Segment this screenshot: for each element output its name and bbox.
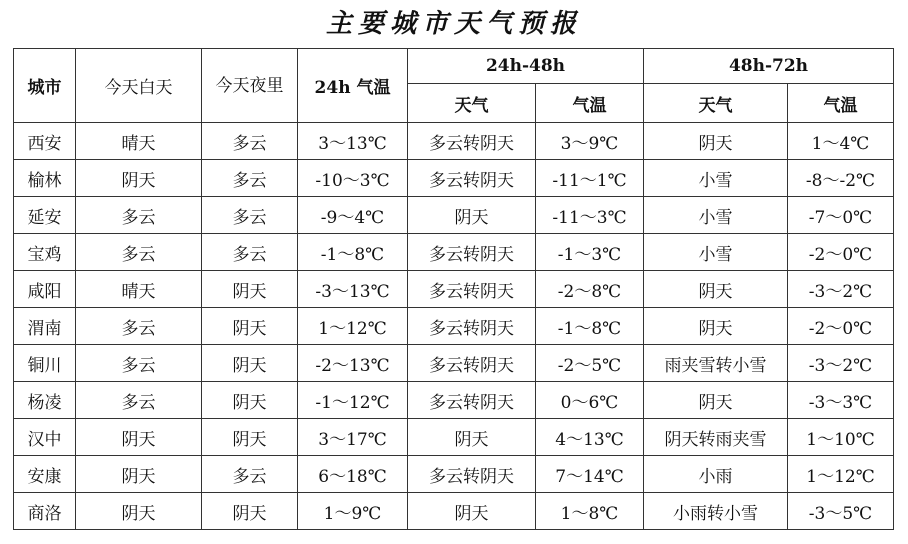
temp-24-48: -1～8℃ — [536, 308, 644, 345]
header-weather-48: 天气 — [408, 84, 536, 123]
today-night-weather: 阴天 — [202, 308, 298, 345]
table-row — [14, 308, 894, 345]
city-name: 渭南 — [14, 308, 76, 345]
today-night-weather: 阴天 — [202, 493, 298, 530]
city-name: 汉中 — [14, 419, 76, 456]
weather-24-48: 多云转阴天 — [408, 160, 536, 197]
header-group-24-48: 24h-48h — [408, 49, 644, 84]
header-row-top — [14, 49, 894, 84]
temp-48-72: 1～10℃ — [788, 419, 894, 456]
today-night-weather: 多云 — [202, 197, 298, 234]
city-name: 咸阳 — [14, 271, 76, 308]
today-night-weather: 阴天 — [202, 345, 298, 382]
weather-24-48: 阴天 — [408, 419, 536, 456]
today-night-weather: 多云 — [202, 160, 298, 197]
temp-24-48: 1～8℃ — [536, 493, 644, 530]
today-night-weather: 阴天 — [202, 382, 298, 419]
header-group-48-72: 48h-72h — [644, 49, 894, 84]
weather-24-48: 多云转阴天 — [408, 123, 536, 160]
city-name: 榆林 — [14, 160, 76, 197]
temp-24-48: -2～5℃ — [536, 345, 644, 382]
header-temp-24h: 24h 气温 — [298, 49, 408, 123]
today-day-weather: 多云 — [76, 382, 202, 419]
weather-24-48: 阴天 — [408, 197, 536, 234]
temp-24h: 1～12℃ — [298, 308, 408, 345]
header-today-night: 今天夜里 — [202, 49, 298, 123]
weather-24-48: 多云转阴天 — [408, 382, 536, 419]
weather-24-48: 多云转阴天 — [408, 345, 536, 382]
temp-24h: -1～8℃ — [298, 234, 408, 271]
table-row — [14, 345, 894, 382]
temp-24-48: -11～3℃ — [536, 197, 644, 234]
today-day-weather: 晴天 — [76, 271, 202, 308]
temp-24h: -1～12℃ — [298, 382, 408, 419]
temp-24h: 6～18℃ — [298, 456, 408, 493]
table-row — [14, 456, 894, 493]
table-row — [14, 271, 894, 308]
city-name: 杨凌 — [14, 382, 76, 419]
weather-24-48: 多云转阴天 — [408, 234, 536, 271]
temp-48-72: 1～4℃ — [788, 123, 894, 160]
weather-48-72: 小雨转小雪 — [644, 493, 788, 530]
today-night-weather: 多云 — [202, 456, 298, 493]
header-city: 城市 — [14, 49, 76, 123]
weather-48-72: 雨夹雪转小雪 — [644, 345, 788, 382]
today-night-weather: 多云 — [202, 123, 298, 160]
weather-24-48: 多云转阴天 — [408, 456, 536, 493]
city-name: 西安 — [14, 123, 76, 160]
weather-48-72: 小雪 — [644, 234, 788, 271]
weather-48-72: 小雪 — [644, 197, 788, 234]
temp-24h: -3～13℃ — [298, 271, 408, 308]
city-name: 铜川 — [14, 345, 76, 382]
temp-48-72: -7～0℃ — [788, 197, 894, 234]
today-day-weather: 阴天 — [76, 419, 202, 456]
temp-48-72: -3～3℃ — [788, 382, 894, 419]
temp-24h: 3～13℃ — [298, 123, 408, 160]
weather-24-48: 多云转阴天 — [408, 271, 536, 308]
city-name: 延安 — [14, 197, 76, 234]
temp-24-48: -11～1℃ — [536, 160, 644, 197]
temp-24-48: -1～3℃ — [536, 234, 644, 271]
today-day-weather: 多云 — [76, 197, 202, 234]
weather-48-72: 阴天 — [644, 123, 788, 160]
temp-48-72: 1～12℃ — [788, 456, 894, 493]
temp-48-72: -3～5℃ — [788, 493, 894, 530]
weather-48-72: 阴天 — [644, 308, 788, 345]
page-title: 主要城市天气预报 — [325, 9, 582, 39]
today-day-weather: 阴天 — [76, 456, 202, 493]
today-day-weather: 晴天 — [76, 123, 202, 160]
today-day-weather: 阴天 — [76, 493, 202, 530]
today-night-weather: 阴天 — [202, 271, 298, 308]
temp-48-72: -2～0℃ — [788, 308, 894, 345]
today-night-weather: 多云 — [202, 234, 298, 271]
weather-48-72: 小雨 — [644, 456, 788, 493]
table-row — [14, 382, 894, 419]
temp-48-72: -3～2℃ — [788, 271, 894, 308]
today-day-weather: 多云 — [76, 345, 202, 382]
temp-24-48: -2～8℃ — [536, 271, 644, 308]
header-temp-72: 气温 — [788, 84, 894, 123]
temp-24-48: 7～14℃ — [536, 456, 644, 493]
temp-48-72: -2～0℃ — [788, 234, 894, 271]
temp-24-48: 0～6℃ — [536, 382, 644, 419]
today-day-weather: 多云 — [76, 234, 202, 271]
header-temp-48: 气温 — [536, 84, 644, 123]
city-name: 商洛 — [14, 493, 76, 530]
temp-24-48: 4～13℃ — [536, 419, 644, 456]
table-row — [14, 419, 894, 456]
temp-24h: -9～4℃ — [298, 197, 408, 234]
header-today-day: 今天白天 — [76, 49, 202, 123]
temp-24h: -10～3℃ — [298, 160, 408, 197]
temp-24h: 1～9℃ — [298, 493, 408, 530]
header-weather-72: 天气 — [644, 84, 788, 123]
today-day-weather: 阴天 — [76, 160, 202, 197]
today-night-weather: 阴天 — [202, 419, 298, 456]
table-body — [14, 123, 894, 530]
weather-24-48: 多云转阴天 — [408, 308, 536, 345]
temp-48-72: -8～-2℃ — [788, 160, 894, 197]
today-day-weather: 多云 — [76, 308, 202, 345]
table-row — [14, 234, 894, 271]
weather-forecast-table — [13, 48, 894, 530]
table-header — [14, 49, 894, 123]
temp-48-72: -3～2℃ — [788, 345, 894, 382]
temp-24h: 3～17℃ — [298, 419, 408, 456]
weather-24-48: 阴天 — [408, 493, 536, 530]
city-name: 安康 — [14, 456, 76, 493]
table-row — [14, 123, 894, 160]
table-row — [14, 197, 894, 234]
temp-24-48: 3～9℃ — [536, 123, 644, 160]
weather-48-72: 阴天 — [644, 271, 788, 308]
city-name: 宝鸡 — [14, 234, 76, 271]
table-row — [14, 160, 894, 197]
weather-48-72: 阴天 — [644, 382, 788, 419]
weather-48-72: 小雪 — [644, 160, 788, 197]
table-row — [14, 493, 894, 530]
temp-24h: -2～13℃ — [298, 345, 408, 382]
weather-48-72: 阴天转雨夹雪 — [644, 419, 788, 456]
